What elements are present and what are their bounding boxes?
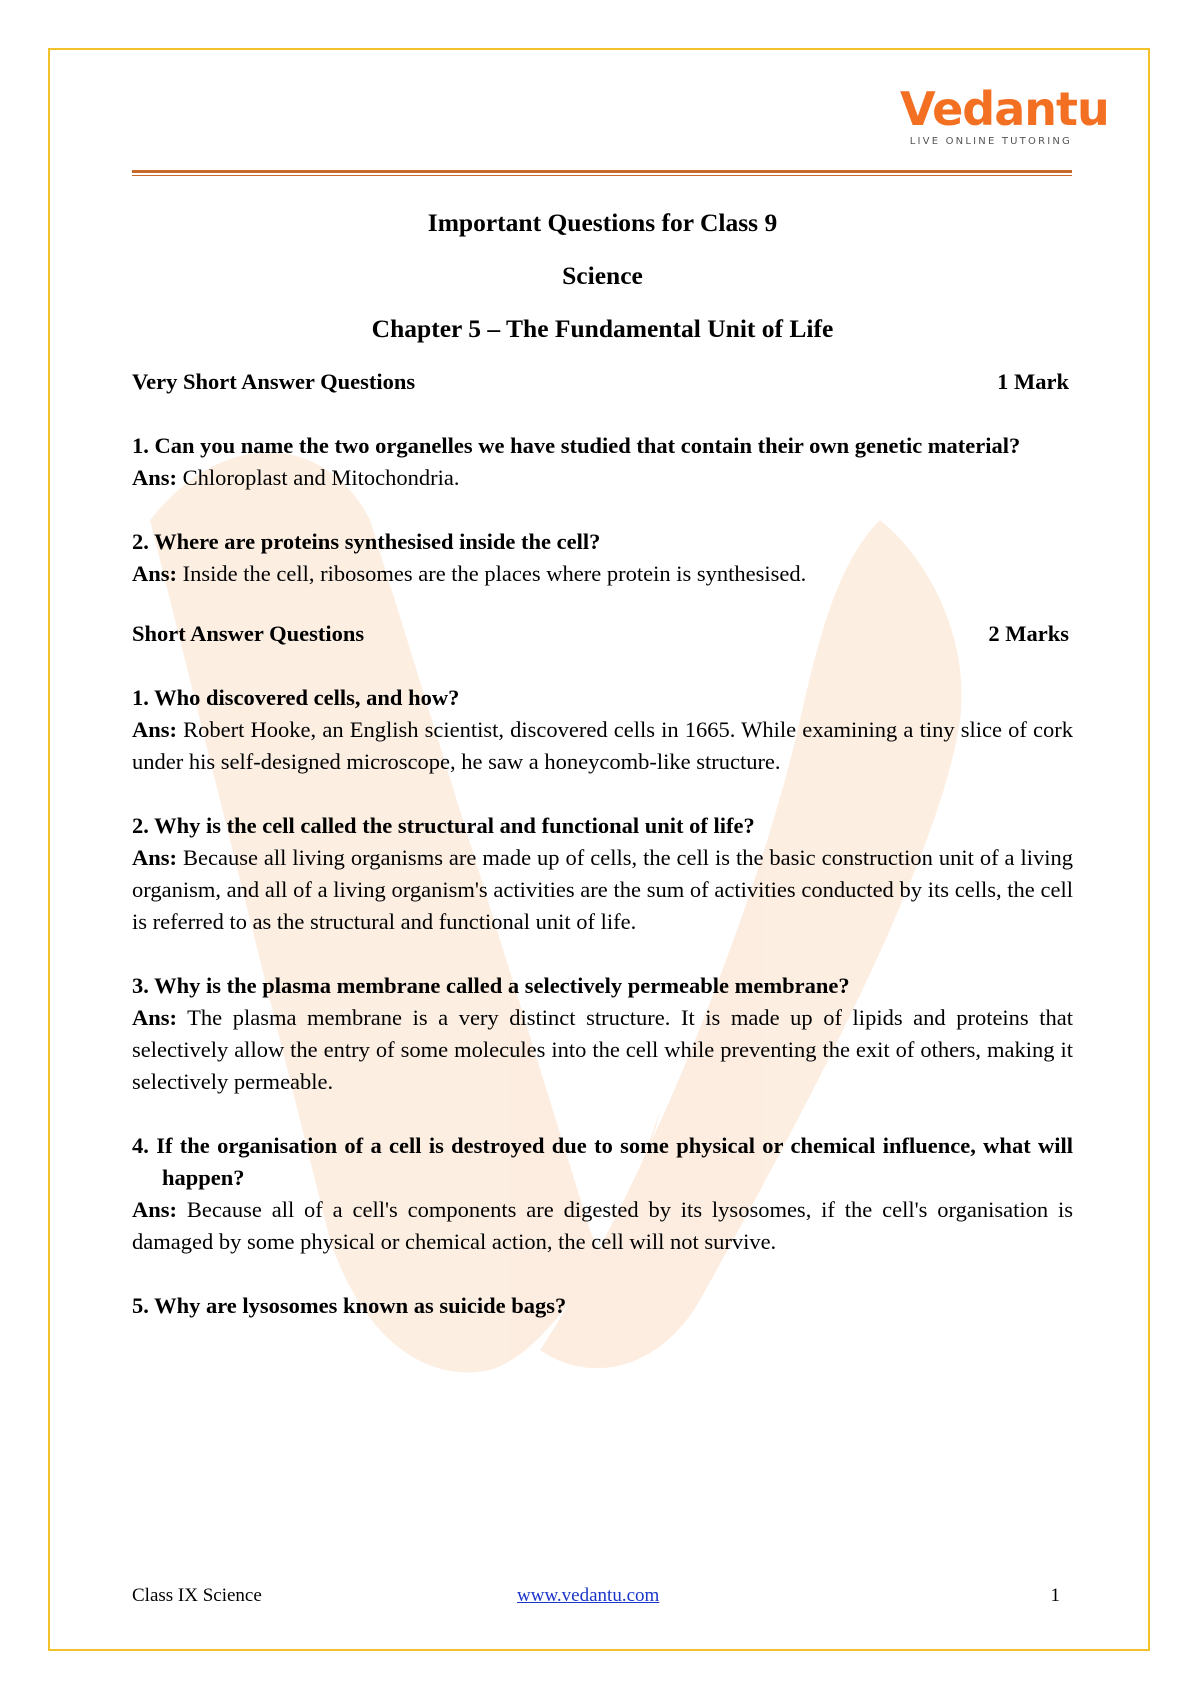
page-number: 1 <box>1050 1585 1060 1606</box>
question-text: 1. Can you name the two organelles we have studied that contain their own genetic material? <box>132 433 1021 458</box>
question-text: 2. Why is the cell called the structural and functional unit of life? <box>132 813 755 838</box>
question-item <box>132 1130 1073 1258</box>
answer-body: Chloroplast and Mitochondria. <box>177 465 460 490</box>
logo-tagline: LIVE ONLINE TUTORING <box>909 136 1072 147</box>
question-text: 5. Why are lysosomes known as suicide bags? <box>132 1293 567 1318</box>
logo-wordmark: Vedantu <box>900 82 1109 136</box>
answer-label: Ans: <box>132 717 178 742</box>
question-text: 3. Why is the plasma membrane called a selectively permeable membrane? <box>132 973 850 998</box>
question-item <box>132 526 1073 590</box>
answer-body: The plasma membrane is a very distinct structure. It is made up of lipids and proteins that selectively allow the entry of some molecules into the cell while preventing the exit of others, making it selectively permeable. <box>132 1005 1073 1094</box>
answer-label: Ans: <box>132 561 178 586</box>
answer-body: Inside the cell, ribosomes are the places where protein is synthesised. <box>177 561 807 586</box>
answer-label: Ans: <box>132 845 178 870</box>
footer-website-link[interactable]: www.vedantu.com <box>517 1585 660 1606</box>
question-item <box>132 1290 1073 1322</box>
header-divider <box>132 170 1072 176</box>
question-text: 2. Where are proteins synthesised inside the cell? <box>132 529 601 554</box>
answer-text <box>132 842 1073 938</box>
document-body <box>132 200 1073 1322</box>
document-title: Important Questions for Class 9 <box>427 208 778 237</box>
section-header-short <box>132 618 1073 650</box>
answer-label: Ans: <box>132 1197 178 1222</box>
answer-text <box>132 462 1073 494</box>
answer-text <box>132 714 1073 778</box>
answer-text <box>132 1194 1073 1258</box>
answer-label: Ans: <box>132 1005 178 1030</box>
section-marks: 1 Mark <box>997 369 1069 394</box>
answer-body: Because all of a cell's components are digested by its lysosomes, if the cell's organisation is damaged by some physical or chemical action, the cell will not survive. <box>132 1197 1073 1254</box>
answer-body: Because all living organisms are made up of cells, the cell is the basic construction unit of a living organism, and all of a living organism's activities are the sum of activities conducted by its cells, the cell is referred to as the structural and functional unit of life. <box>132 845 1073 934</box>
answer-body: Robert Hooke, an English scientist, discovered cells in 1665. While examining a tiny slice of cork under his self-designed microscope, he saw a honeycomb-like structure. <box>132 717 1073 774</box>
section-header-very-short <box>132 366 1073 398</box>
section-heading: Very Short Answer Questions <box>132 369 416 394</box>
question-text: 1. Who discovered cells, and how? <box>132 685 460 710</box>
answer-text <box>132 1002 1073 1098</box>
question-text: 4. If the organisation of a cell is destroyed due to some physical or chemical influence, what will happen? <box>132 1133 1073 1190</box>
answer-label: Ans: <box>132 465 178 490</box>
answer-text <box>132 558 1073 590</box>
question-item <box>132 430 1073 494</box>
question-item <box>132 970 1073 1098</box>
question-item <box>132 810 1073 938</box>
footer-class-label: Class IX Science <box>132 1585 262 1606</box>
section-marks: 2 Marks <box>988 621 1069 646</box>
section-heading: Short Answer Questions <box>132 621 365 646</box>
document-subject: Science <box>562 261 643 290</box>
question-item <box>132 682 1073 778</box>
chapter-title: Chapter 5 – The Fundamental Unit of Life <box>371 314 834 343</box>
vedantu-logo <box>900 82 1109 147</box>
